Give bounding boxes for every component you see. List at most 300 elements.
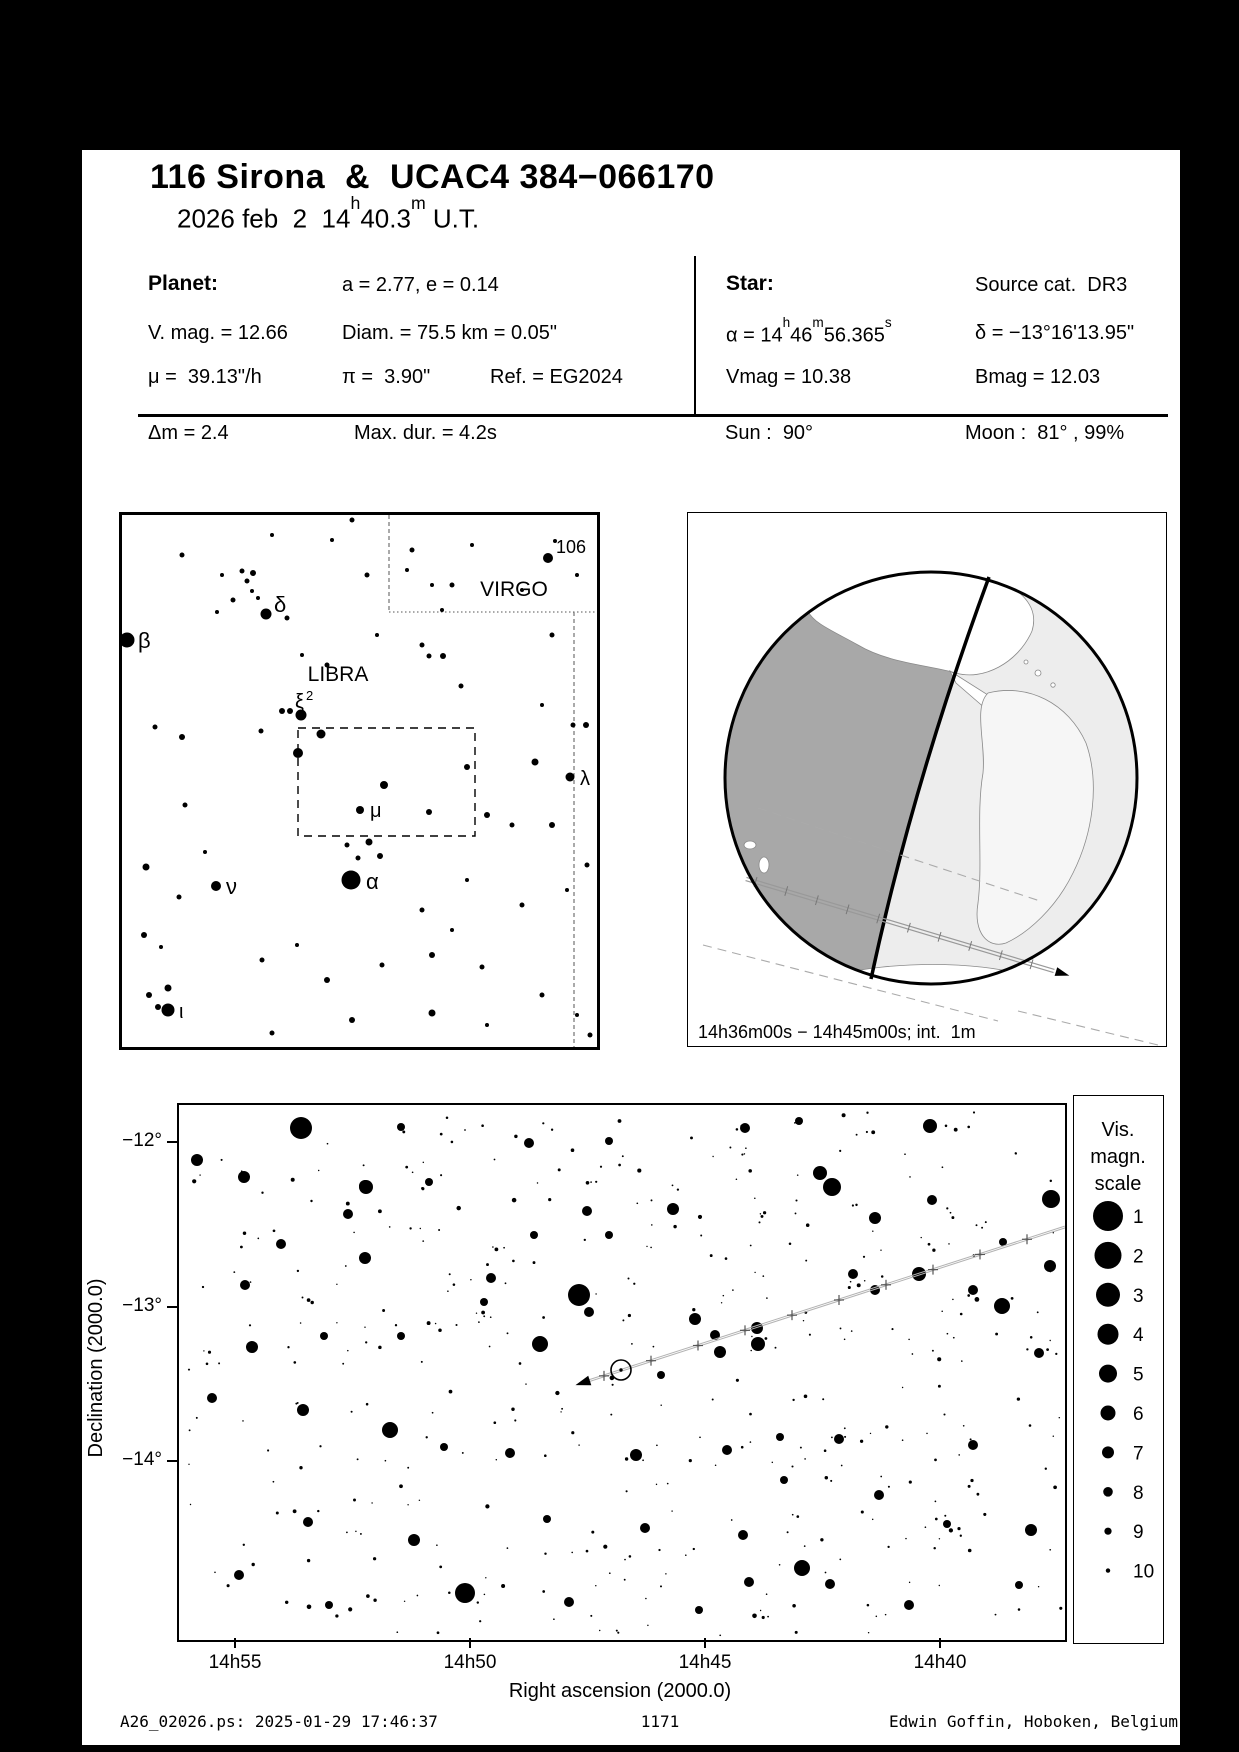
faint-star-dot [891,1328,893,1330]
faint-star-dot [995,1333,998,1336]
faint-star-dot [420,1228,421,1229]
faint-star-dot [983,1513,986,1516]
faint-star-dot [844,1339,846,1341]
star-dot [377,853,383,859]
faint-star-dot [206,1363,209,1366]
star-dot [794,1560,810,1576]
faint-star-dot [775,1347,777,1349]
faint-star-dot [693,1548,695,1550]
faint-star-dot [249,1324,251,1326]
faint-star-dot [261,1192,263,1194]
star-dot [540,703,544,707]
star-dot [904,1600,914,1610]
target-star-dot [619,1368,622,1371]
globe-landmass [744,841,756,849]
faint-star-dot [346,1532,348,1534]
faint-star-dot [310,1200,312,1202]
y-axis-tick-label: −14° [122,1449,162,1470]
faint-star-dot [327,1143,329,1145]
star-dot [220,573,224,577]
star-dot [722,1445,732,1455]
faint-star-dot [1053,1485,1057,1489]
faint-star-dot [653,1346,655,1348]
faint-star-dot [470,1279,471,1280]
magnitude-legend [1073,1095,1164,1644]
faint-star-dot [548,1198,551,1201]
faint-star-dot [514,1419,516,1421]
star-dot [695,1606,703,1614]
planet-diameter-value: Diam. = 75.5 km = 0.05" [342,322,557,344]
faint-star-dot [561,1408,563,1410]
faint-star-dot [297,1402,299,1404]
faint-star-dot [754,1197,756,1199]
faint-star-dot [360,1533,362,1535]
legend-magnitude-label: 4 [1133,1325,1144,1347]
legend-magnitude-dot [1103,1487,1113,1497]
moon-distance-value: Moon : 81° , 99% [965,422,1125,444]
faint-star-dot [723,1295,725,1297]
faint-star-dot [512,1260,515,1263]
faint-star-dot [779,1564,781,1566]
faint-star-dot [419,1500,420,1501]
star-dot [583,722,589,728]
faint-star-dot [302,1297,304,1299]
star-dot [657,1371,665,1379]
finder-chart [119,512,600,1050]
footer-file-info: A26_02026.ps: 2025-01-29 17:46:37 [120,1712,438,1731]
star-dot [486,1273,496,1283]
faint-star-dot [824,1449,827,1452]
faint-star-dot [820,1538,823,1541]
max-duration-value: Max. dur. = 4.2s [354,422,497,444]
faint-star-dot [948,1243,950,1245]
legend-magnitude-dot [1096,1283,1120,1307]
faint-star-dot [736,1128,739,1131]
star-dot [823,1178,841,1196]
faint-star-dot [1037,1311,1039,1313]
faint-star-dot [637,1169,641,1173]
star-dot [427,654,432,659]
faint-star-dot [218,1362,220,1364]
x-axis-tick [704,1638,706,1648]
faint-star-dot [881,1275,884,1278]
y-axis-title: Declination (2000.0) [85,1278,107,1458]
star-dot [159,945,163,949]
table-rule [138,414,1168,417]
faint-star-dot [760,1610,761,1611]
faint-star-dot [905,1538,906,1539]
star-dot [397,1123,405,1131]
star-dot [325,1601,333,1609]
faint-star-dot [943,1413,945,1415]
faint-star-dot [609,1572,611,1574]
star-dot [420,908,425,913]
faint-star-dot [699,1436,701,1438]
faint-star-dot [995,1614,997,1616]
star-source-catalog: Source cat. DR3 [975,274,1128,296]
star-label: VIRGO [480,578,548,601]
faint-star-dot [645,1598,647,1600]
faint-star-dot [850,1281,852,1283]
faint-star-dot [293,1361,296,1364]
faint-star-dot [985,1221,987,1223]
faint-star-dot [590,1181,592,1183]
faint-star-dot [307,1298,311,1302]
star-dot [162,1004,175,1017]
finder-chart-svg [122,515,597,1047]
faint-star-dot [427,1321,431,1325]
star-dot [153,725,158,730]
star-dot [240,1280,250,1290]
star-label: δ [274,592,287,617]
faint-star-dot [932,1249,935,1252]
faint-star-dot [422,1240,424,1242]
star-dot [350,518,355,523]
star-dot [429,952,435,958]
faint-star-dot [803,1320,804,1321]
path-direction-arrow [575,1376,591,1386]
faint-star-dot [863,1256,865,1258]
star-dot [259,729,264,734]
legend-magnitude-dot [1101,1406,1116,1421]
faint-star-dot [243,1544,245,1546]
faint-star-dot [595,1585,596,1586]
faint-star-dot [407,1467,409,1469]
globe-caption: 14h36m00s − 14h45m00s; int. 1m [698,1022,976,1042]
star-dot [943,1520,951,1528]
faint-star-dot [299,1466,302,1469]
legend-magnitude-label: 10 [1133,1561,1155,1583]
x-axis-tick-label: 14h45 [678,1652,732,1673]
star-dot [365,573,370,578]
star-dot [505,1448,515,1458]
faint-star-dot [317,1510,319,1512]
faint-star-dot [555,1391,559,1395]
faint-star-dot [243,1232,246,1235]
faint-star-dot [1059,1607,1062,1610]
star-dot [430,583,434,587]
faint-star-dot [571,1148,575,1152]
star-dot [330,538,334,542]
faint-star-dot [396,1631,398,1633]
star-dot [191,1154,203,1166]
faint-star-dot [851,1330,853,1332]
faint-star-dot [857,1283,861,1287]
legend-magnitude-dot [1093,1201,1123,1231]
star-dot [740,1123,750,1133]
faint-star-dot [633,1283,635,1285]
faint-star-dot [804,1458,806,1460]
star-dot [122,633,135,648]
faint-star-dot [319,1445,321,1447]
faint-star-dot [481,1124,484,1127]
faint-star-dot [961,1360,963,1362]
faint-star-dot [558,1168,561,1171]
faint-star-dot [514,1135,517,1138]
faint-star-dot [741,1154,743,1156]
faint-star-dot [880,1250,881,1251]
faint-star-dot [242,1420,244,1422]
star-dot [480,1298,488,1306]
faint-star-dot [188,1369,190,1371]
legend-title: Vis. [1101,1119,1135,1141]
star-dot [1034,1348,1044,1358]
star-dot [776,1433,784,1441]
faint-star-dot [732,1289,734,1291]
faint-star-dot [453,1283,456,1286]
faint-star-dot [484,1594,486,1596]
faint-star-dot [426,1436,428,1438]
faint-star-dot [542,1590,545,1593]
star-dot [317,730,326,739]
earth-globe-svg [688,513,1166,1046]
faint-star-dot [353,1232,355,1234]
star-dot [927,1195,937,1205]
star-dot [968,1440,978,1450]
star-dot [480,965,485,970]
faint-star-dot [1059,1417,1060,1418]
x-axis-tick [939,1638,941,1648]
star-dot [520,903,525,908]
faint-star-dot [616,1630,618,1632]
star-dot [425,1178,433,1186]
star-label: ι [179,1001,184,1023]
faint-star-dot [710,1254,713,1257]
faint-star-dot [188,1464,189,1465]
x-axis-tick-label: 14h55 [208,1652,262,1673]
faint-star-dot [342,1363,344,1365]
legend-magnitude-dot [1104,1528,1111,1535]
star-dot [366,839,373,846]
star-label: LIBRA [307,663,369,686]
faint-star-dot [357,1458,359,1460]
faint-star-dot [378,1346,382,1350]
star-dot [303,1517,313,1527]
faint-star-dot [348,1607,352,1611]
globe-landmass [1051,683,1055,687]
faint-star-dot [293,1509,297,1513]
faint-star-dot [267,1449,269,1451]
star-dot [297,1404,309,1416]
delta-m-value: Δm = 2.4 [148,422,229,444]
faint-star-dot [939,1538,940,1539]
star-label: β [138,628,151,653]
faint-star-dot [507,1332,509,1334]
faint-star-dot [1015,1152,1017,1154]
faint-star-dot [839,1559,841,1561]
faint-star-dot [402,1130,405,1133]
faint-star-dot [789,1242,792,1245]
star-dot [565,888,569,892]
faint-star-dot [240,1246,243,1249]
faint-star-dot [203,1350,204,1351]
star-dot [566,773,575,782]
faint-star-dot [610,1414,612,1416]
faint-star-dot [485,1504,489,1508]
faint-star-dot [960,1535,962,1537]
faint-star-dot [685,1554,687,1556]
faint-star-dot [591,1531,594,1534]
star-dot [356,806,364,814]
faint-star-dot [736,1178,738,1180]
faint-star-dot [512,1198,517,1203]
faint-star-dot [945,1125,948,1128]
legend-magnitude-dot [1106,1568,1110,1572]
faint-star-dot [462,1452,464,1454]
faint-star-dot [519,1362,522,1365]
faint-star-dot [202,1286,204,1288]
faint-star-dot [968,1549,972,1553]
footer-page-number: 1171 [640,1712,680,1731]
faint-star-dot [584,1239,586,1241]
faint-star-dot [273,1229,276,1232]
star-dot [582,1206,592,1216]
legend-magnitude-label: 8 [1133,1482,1144,1504]
star-dot [710,1330,720,1340]
faint-star-dot [872,1519,873,1520]
faint-star-dot [842,1113,846,1117]
faint-star-dot [933,1547,935,1549]
faint-star-dot [938,1385,941,1388]
faint-star-dot [792,1399,794,1401]
planet-vmag-value: V. mag. = 12.66 [148,322,288,344]
faint-star-dot [435,1323,437,1325]
faint-star-dot [578,1444,579,1445]
faint-star-dot [741,1446,744,1449]
star-label: 106 [556,537,587,557]
faint-star-dot [405,1166,408,1169]
star-dot [290,1117,312,1139]
faint-star-dot [937,1357,941,1361]
faint-star-dot [366,1403,369,1406]
faint-star-dot [934,1459,937,1462]
star-dot [450,583,455,588]
faint-star-dot [725,1257,728,1260]
faint-star-dot [479,1620,481,1622]
faint-star-dot [792,1514,794,1516]
star-dot [293,748,303,758]
star-dot [238,1171,250,1183]
star-label: μ [370,800,382,822]
faint-star-dot [438,1328,442,1332]
faint-star-dot [622,1155,624,1157]
star-dot [874,1490,884,1500]
faint-star-dot [841,1465,843,1467]
faint-star-dot [656,1484,657,1485]
star-dot [630,1449,642,1461]
faint-star-dot [944,1515,946,1517]
star-dot [605,1137,613,1145]
faint-star-dot [806,1223,810,1227]
y-axis-tick [167,1306,177,1308]
star-dot [320,1332,328,1340]
star-dot [240,569,245,574]
legend-magnitude-dot [1095,1242,1122,1269]
faint-star-dot [935,1501,937,1503]
faint-star-dot [957,1527,960,1530]
y-axis-tick-label: −12° [122,1130,162,1151]
star-dot [207,1393,217,1403]
star-dot [270,1031,275,1036]
faint-star-dot [947,1333,949,1335]
star-dot [568,1284,590,1306]
planet-section-label: Planet: [148,272,219,295]
faint-star-dot [647,1625,648,1626]
star-section-label: Star: [726,272,774,295]
faint-star-dot [642,1459,644,1461]
faint-star-dot [736,1379,739,1382]
star-dot [287,708,293,714]
faint-star-dot [636,1202,638,1204]
faint-star-dot [625,1457,628,1460]
faint-star-dot [1011,1297,1014,1300]
faint-star-dot [650,1247,652,1249]
star-dot [564,1597,574,1607]
star-dot [470,543,474,547]
faint-star-dot [902,1387,903,1388]
page-title: 116 Sirona & UCAC4 384−066170 [150,158,715,196]
faint-star-dot [864,1280,866,1282]
faint-star-dot [871,1130,875,1134]
faint-star-dot [761,1215,764,1218]
faint-star-dot [1050,1180,1052,1182]
faint-star-dot [489,1346,491,1348]
detail-chart [177,1103,1067,1642]
faint-star-dot [954,1128,958,1132]
faint-star-dot [336,1322,337,1323]
faint-star-dot [860,1440,863,1443]
star-dot [179,734,185,740]
faint-star-dot [715,1465,717,1467]
faint-star-dot [627,1277,629,1279]
faint-star-dot [617,1632,619,1634]
star-dot [689,1313,701,1325]
star-dot [141,932,147,938]
faint-star-dot [404,1601,405,1602]
faint-star-dot [438,1229,440,1231]
faint-star-dot [307,1559,310,1562]
star-dot [455,1583,475,1603]
star-dot [203,850,207,854]
faint-star-dot [496,1459,497,1460]
faint-star-dot [586,1181,590,1185]
star-dot [524,1138,534,1148]
faint-star-dot [729,1147,731,1149]
faint-star-dot [689,1459,692,1462]
faint-star-dot [822,1398,824,1400]
faint-star-dot [297,1270,299,1272]
faint-star-dot [848,1286,851,1289]
star-dot [532,759,539,766]
faint-star-dot [448,1591,451,1594]
star-dot [245,579,250,584]
star-dot [825,1579,835,1589]
star-dot [215,610,219,614]
faint-star-dot [804,1394,808,1398]
star-dot [359,1180,371,1192]
faint-star-dot [439,1566,442,1569]
x-axis-tick-label: 14h40 [913,1652,967,1673]
faint-star-dot [1055,1353,1057,1355]
table-divider [694,256,696,416]
faint-star-dot [389,1226,391,1228]
star-dot [440,1443,448,1451]
faint-star-dot [382,1309,385,1312]
x-axis-tick-label: 14h50 [443,1652,497,1673]
faint-star-dot [421,1187,423,1189]
path-limit-line [1018,1011,1158,1045]
star-dot [605,1231,613,1239]
